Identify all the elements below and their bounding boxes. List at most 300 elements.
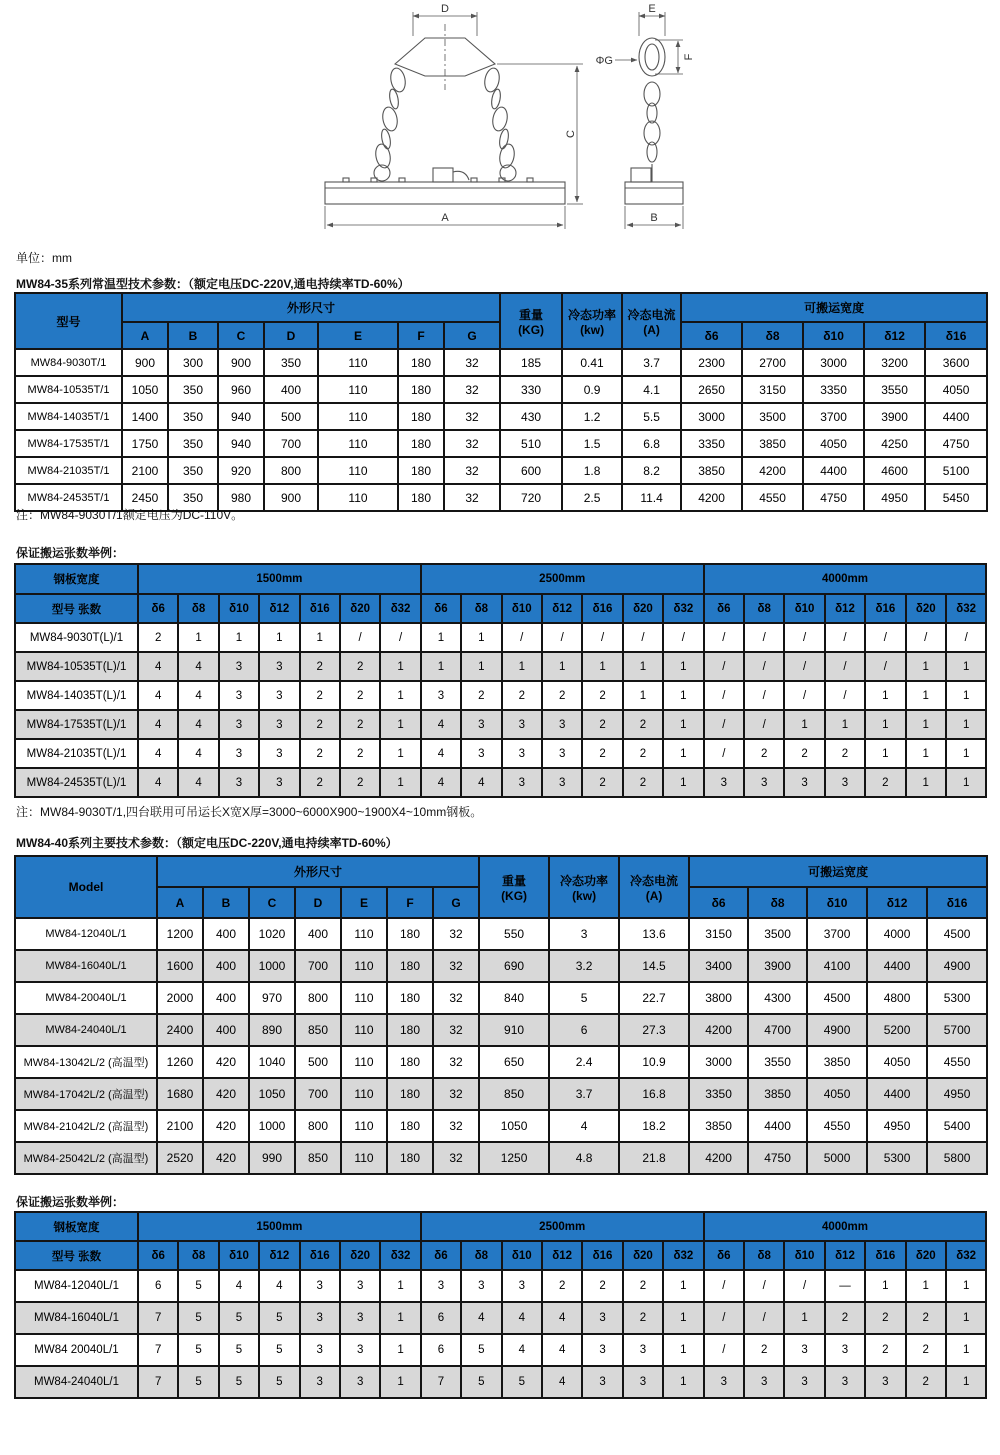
value-cell: 4400 (925, 403, 987, 430)
value-cell: / (784, 1270, 824, 1302)
value-cell: 5450 (925, 484, 987, 511)
value-cell: 970 (249, 982, 295, 1014)
dim-label-c: C (565, 130, 577, 138)
cold-current-header (619, 856, 689, 918)
column-header: δ12 (542, 1241, 582, 1270)
value-cell: 2 (623, 1302, 663, 1334)
value-cell: 1 (380, 681, 420, 710)
model-cell: MW84-9030T(L)/1 (15, 623, 138, 652)
value-cell: 180 (387, 918, 433, 950)
model-cell: MW84-21035T/1 (15, 457, 122, 484)
value-cell: 5 (219, 1366, 259, 1398)
weight-label: 重量 (502, 873, 527, 888)
technical-drawing (295, 2, 695, 237)
value-cell: 32 (433, 1142, 479, 1174)
value-cell: 1 (582, 652, 622, 681)
value-cell: 2 (825, 739, 865, 768)
value-cell: 3 (784, 1334, 824, 1366)
value-cell: 110 (318, 403, 398, 430)
value-cell: 650 (479, 1046, 549, 1078)
column-header: δ8 (748, 887, 807, 918)
value-cell: 700 (264, 430, 318, 457)
value-cell: 180 (398, 484, 444, 511)
value-cell: 4.1 (622, 376, 681, 403)
value-cell: 5800 (927, 1142, 987, 1174)
value-cell: 4950 (927, 1078, 987, 1110)
value-cell: 32 (444, 403, 500, 430)
value-cell: 1050 (122, 376, 168, 403)
value-cell: 3900 (864, 403, 925, 430)
value-cell: 430 (500, 403, 562, 430)
value-cell: 180 (398, 376, 444, 403)
model-cell: MW84-25042L/2 (高温型) (15, 1142, 157, 1174)
column-header: δ6 (704, 594, 744, 623)
value-cell: 0.41 (562, 349, 622, 376)
value-cell: 2 (623, 710, 663, 739)
value-cell: 1 (865, 710, 905, 739)
value-cell: 1.2 (562, 403, 622, 430)
value-cell: 350 (168, 376, 218, 403)
column-header: δ12 (867, 887, 927, 918)
value-cell: 2 (582, 681, 622, 710)
carry-width-group-header: 可搬运宽度 (681, 293, 987, 322)
column-header: δ16 (300, 1241, 340, 1270)
column-header: δ8 (178, 1241, 218, 1270)
value-cell: 3 (461, 710, 501, 739)
table-row (15, 1366, 986, 1398)
table3-title: MW84-40系列主要技术参数：（额定电压DC-220V,通电持续率TD-60%） (16, 836, 398, 850)
model-cell: MW84-21035T(L)/1 (15, 739, 138, 768)
value-cell: 2450 (122, 484, 168, 511)
value-cell: 2 (340, 681, 380, 710)
value-cell: 1250 (479, 1142, 549, 1174)
column-header: δ6 (421, 1241, 461, 1270)
value-cell: 3600 (925, 349, 987, 376)
column-header: δ20 (906, 594, 946, 623)
value-cell: 400 (203, 982, 249, 1014)
value-cell: 110 (341, 918, 387, 950)
value-cell: 3 (461, 739, 501, 768)
value-cell: / (744, 652, 784, 681)
value-cell: 3 (421, 681, 461, 710)
value-cell: 3500 (742, 403, 803, 430)
value-cell: / (744, 681, 784, 710)
table-row (15, 1014, 987, 1046)
value-cell: / (744, 710, 784, 739)
column-header: δ10 (502, 594, 542, 623)
value-cell: 3350 (689, 1078, 748, 1110)
value-cell: 5700 (927, 1014, 987, 1046)
weight-header (479, 856, 549, 918)
value-cell: 180 (387, 1078, 433, 1110)
value-cell: 110 (341, 1046, 387, 1078)
value-cell: 1 (461, 652, 501, 681)
column-header: δ12 (542, 594, 582, 623)
column-header: δ6 (689, 887, 748, 918)
value-cell: 1 (421, 623, 461, 652)
value-cell: 3 (502, 1270, 542, 1302)
cold-current-unit: (A) (643, 322, 660, 337)
value-cell: 11.4 (622, 484, 681, 511)
value-cell: / (704, 652, 744, 681)
table-row (15, 1334, 986, 1366)
model-cell: MW84-20040L/1 (15, 982, 157, 1014)
value-cell: 2000 (157, 982, 203, 1014)
value-cell: 350 (168, 403, 218, 430)
value-cell: 700 (295, 1078, 341, 1110)
value-cell: 720 (500, 484, 562, 511)
value-cell: 6 (421, 1334, 461, 1366)
value-cell: 1 (502, 652, 542, 681)
dim-label-f: F (683, 53, 695, 61)
value-cell: 2100 (157, 1110, 203, 1142)
column-header: δ16 (582, 1241, 622, 1270)
value-cell: 4800 (867, 982, 927, 1014)
value-cell: 1 (663, 1366, 703, 1398)
value-cell: 3 (704, 768, 744, 797)
table-row (15, 1110, 987, 1142)
value-cell: 1000 (249, 1110, 295, 1142)
value-cell: 4 (461, 768, 501, 797)
column-header: δ10 (219, 1241, 259, 1270)
table1-title: MW84-35系列常温型技术参数：（额定电压DC-220V,通电持续率TD-60%） (16, 277, 410, 291)
table-row (15, 681, 986, 710)
table-row (15, 982, 987, 1014)
column-header: F (387, 887, 433, 918)
value-cell: 3 (219, 739, 259, 768)
value-cell: 2 (825, 1302, 865, 1334)
value-cell: 850 (295, 1142, 341, 1174)
value-cell: 1 (380, 710, 420, 739)
model-cell: MW84-24535T(L)/1 (15, 768, 138, 797)
value-cell: 2 (744, 739, 784, 768)
value-cell: 700 (295, 950, 341, 982)
value-cell: 32 (444, 349, 500, 376)
value-cell: 1 (946, 710, 986, 739)
value-cell: 4 (178, 710, 218, 739)
model-cell: MW84-12040L/1 (15, 918, 157, 950)
model-cell: MW84-16040L/1 (15, 1302, 138, 1334)
value-cell: 1000 (249, 950, 295, 982)
value-cell: 5 (259, 1366, 299, 1398)
value-cell: / (865, 652, 905, 681)
value-cell: 1050 (479, 1110, 549, 1142)
value-cell: 1 (219, 623, 259, 652)
note-1: 注：MW84-9030T/1额定电压为DC-110V。 (16, 508, 244, 522)
value-cell: 5 (549, 982, 619, 1014)
value-cell: 300 (168, 349, 218, 376)
value-cell: 2 (582, 739, 622, 768)
dim-label-d: D (441, 3, 449, 15)
value-cell: 3550 (748, 1046, 807, 1078)
model-cell: MW84-24040L/1 (15, 1366, 138, 1398)
value-cell: 4 (542, 1302, 582, 1334)
value-cell: 2 (300, 710, 340, 739)
value-cell: 3800 (689, 982, 748, 1014)
table-row (15, 918, 987, 950)
value-cell: 5 (178, 1366, 218, 1398)
value-cell: 32 (433, 918, 479, 950)
value-cell: 1 (380, 768, 420, 797)
value-cell: 2 (906, 1334, 946, 1366)
value-cell: 7 (138, 1302, 178, 1334)
value-cell: 2 (340, 739, 380, 768)
cold-current-label: 冷态电流 (630, 873, 679, 888)
value-cell: 10.9 (619, 1046, 689, 1078)
value-cell: 2520 (157, 1142, 203, 1174)
value-cell: 4 (421, 739, 461, 768)
column-header: δ20 (623, 1241, 663, 1270)
value-cell: / (502, 623, 542, 652)
column-header: δ12 (259, 594, 299, 623)
value-cell: 13.6 (619, 918, 689, 950)
value-cell: 3200 (864, 349, 925, 376)
value-cell: 1260 (157, 1046, 203, 1078)
value-cell: 420 (203, 1046, 249, 1078)
table-row (15, 376, 987, 403)
value-cell: 2 (865, 1302, 905, 1334)
value-cell: 4050 (925, 376, 987, 403)
value-cell: 3150 (742, 376, 803, 403)
value-cell: 1 (906, 652, 946, 681)
value-cell: 32 (433, 1014, 479, 1046)
value-cell: 1750 (122, 430, 168, 457)
value-cell: 1 (663, 739, 703, 768)
value-cell: 2 (300, 681, 340, 710)
value-cell: 4400 (867, 950, 927, 982)
model-cell: MW84-17535T/1 (15, 430, 122, 457)
value-cell: 550 (479, 918, 549, 950)
value-cell: 110 (318, 376, 398, 403)
subheader-row (15, 594, 986, 623)
value-cell: 1.8 (562, 457, 622, 484)
value-cell: 7 (138, 1366, 178, 1398)
value-cell: 110 (318, 349, 398, 376)
value-cell: 500 (295, 1046, 341, 1078)
value-cell: 3 (582, 1366, 622, 1398)
header-row (15, 1212, 986, 1241)
value-cell: 6.8 (622, 430, 681, 457)
value-cell: 1 (906, 739, 946, 768)
value-cell: 1 (663, 1334, 703, 1366)
header-row (15, 564, 986, 594)
group-header-2500: 2500mm (421, 1212, 704, 1241)
column-header: δ6 (138, 1241, 178, 1270)
value-cell: 4 (138, 681, 178, 710)
model-cell: MW84-24535T/1 (15, 484, 122, 511)
value-cell: 4000 (867, 918, 927, 950)
value-cell: 110 (341, 1110, 387, 1142)
value-cell: 4300 (748, 982, 807, 1014)
cold-power-header (562, 293, 622, 349)
column-header: E (318, 322, 398, 349)
value-cell: 4750 (748, 1142, 807, 1174)
cold-current-header (622, 293, 681, 349)
value-cell: 3900 (748, 950, 807, 982)
value-cell: 2 (502, 681, 542, 710)
value-cell: 5 (259, 1334, 299, 1366)
column-header: δ20 (623, 594, 663, 623)
value-cell: 2 (300, 768, 340, 797)
value-cell: 690 (479, 950, 549, 982)
value-cell: 4500 (927, 918, 987, 950)
value-cell: 890 (249, 1014, 295, 1046)
value-cell: 4400 (748, 1110, 807, 1142)
column-header: δ32 (380, 1241, 420, 1270)
value-cell: 5 (461, 1366, 501, 1398)
column-header: δ6 (138, 594, 178, 623)
value-cell: 3 (502, 710, 542, 739)
value-cell: 4750 (925, 430, 987, 457)
value-cell: 1 (380, 652, 420, 681)
value-cell: 3 (542, 768, 582, 797)
table-row (15, 1078, 987, 1110)
column-header: δ16 (300, 594, 340, 623)
model-cell: MW84-10535T(L)/1 (15, 652, 138, 681)
table-row (15, 457, 987, 484)
dim-label-b: B (650, 212, 658, 224)
value-cell: 1020 (249, 918, 295, 950)
value-cell: 350 (168, 430, 218, 457)
value-cell: 2 (300, 739, 340, 768)
value-cell: — (825, 1270, 865, 1302)
value-cell: 180 (387, 982, 433, 1014)
value-cell: 350 (264, 349, 318, 376)
cold-power-unit: (kw) (572, 888, 597, 903)
group-header-1500: 1500mm (138, 564, 421, 594)
value-cell: / (623, 623, 663, 652)
value-cell: 1 (946, 1366, 986, 1398)
value-cell: 110 (341, 1078, 387, 1110)
dim-label-e: E (648, 3, 656, 15)
value-cell: 3.7 (549, 1078, 619, 1110)
value-cell: 4 (259, 1270, 299, 1302)
model-cell: MW84-21042L/2 (高温型) (15, 1110, 157, 1142)
dim-label-a: A (441, 212, 449, 224)
value-cell: 1 (461, 623, 501, 652)
model-cell: MW84-24040L/1 (15, 1014, 157, 1046)
value-cell: 5400 (927, 1110, 987, 1142)
value-cell: 1 (178, 623, 218, 652)
cold-power-label: 冷态功率 (560, 873, 609, 888)
value-cell: 3 (219, 768, 259, 797)
value-cell: 180 (398, 457, 444, 484)
value-cell: / (582, 623, 622, 652)
value-cell: 910 (479, 1014, 549, 1046)
model-cell: MW84-9030T/1 (15, 349, 122, 376)
value-cell: 3150 (689, 918, 748, 950)
value-cell: 600 (500, 457, 562, 484)
value-cell: 14.5 (619, 950, 689, 982)
value-cell: 3 (582, 1302, 622, 1334)
column-header: δ12 (825, 1241, 865, 1270)
value-cell: 1 (542, 652, 582, 681)
value-cell: 3 (259, 652, 299, 681)
cold-current-unit: (A) (645, 888, 663, 903)
table-row (15, 739, 986, 768)
value-cell: 3 (259, 768, 299, 797)
value-cell: 32 (444, 484, 500, 511)
value-cell: 32 (433, 1110, 479, 1142)
column-header: δ10 (807, 887, 867, 918)
value-cell: 3 (259, 710, 299, 739)
value-cell: 1 (906, 768, 946, 797)
value-cell: 2 (461, 681, 501, 710)
cold-current-label: 冷态电流 (627, 307, 676, 322)
dimension-lines (325, 12, 683, 229)
value-cell: 2700 (742, 349, 803, 376)
value-cell: 1 (663, 681, 703, 710)
value-cell: 2 (623, 739, 663, 768)
value-cell: 110 (318, 430, 398, 457)
plate-width-header: 钢板宽度 (15, 1212, 138, 1241)
column-header: C (249, 887, 295, 918)
value-cell: 1 (865, 1270, 905, 1302)
value-cell: 180 (387, 1046, 433, 1078)
value-cell: 4200 (742, 457, 803, 484)
cold-power-unit: (kw) (580, 322, 605, 337)
column-header: δ20 (906, 1241, 946, 1270)
value-cell: 1 (946, 1302, 986, 1334)
value-cell: 2 (906, 1366, 946, 1398)
value-cell: 3 (744, 768, 784, 797)
value-cell: 3550 (864, 376, 925, 403)
table-row (15, 623, 986, 652)
value-cell: 350 (168, 484, 218, 511)
value-cell: 5100 (925, 457, 987, 484)
value-cell: 4900 (807, 1014, 867, 1046)
column-header: δ16 (582, 594, 622, 623)
cold-power-header (549, 856, 619, 918)
value-cell: 3350 (681, 430, 742, 457)
note-2: 注：MW84-9030T/1,四台联用可吊运长X宽X厚=3000~6000X900~1900X4~10mm钢板。 (16, 805, 483, 819)
column-header: δ20 (340, 594, 380, 623)
value-cell: 3 (219, 710, 259, 739)
value-cell: 3 (340, 1302, 380, 1334)
value-cell: 2 (582, 768, 622, 797)
value-cell: 180 (398, 430, 444, 457)
value-cell: 32 (444, 376, 500, 403)
value-cell: 180 (387, 1014, 433, 1046)
value-cell: 3850 (807, 1046, 867, 1078)
value-cell: 3700 (803, 403, 864, 430)
value-cell: 3850 (748, 1078, 807, 1110)
carry-width-group-header: 可搬运宽度 (689, 856, 987, 887)
column-header: D (264, 322, 318, 349)
value-cell: 2 (340, 652, 380, 681)
value-cell: / (825, 681, 865, 710)
column-header: A (122, 322, 168, 349)
column-header: δ8 (744, 594, 784, 623)
value-cell: 185 (500, 349, 562, 376)
group-header-1500: 1500mm (138, 1212, 421, 1241)
value-cell: / (744, 623, 784, 652)
value-cell: 3 (300, 1270, 340, 1302)
value-cell: 3 (744, 1366, 784, 1398)
model-sheets-header: 型号 张数 (15, 594, 138, 623)
dims-group-header: 外形尺寸 (122, 293, 500, 322)
value-cell: 3 (549, 918, 619, 950)
column-header: δ6 (704, 1241, 744, 1270)
column-header: δ10 (219, 594, 259, 623)
value-cell: 900 (264, 484, 318, 511)
value-cell: 3 (461, 1270, 501, 1302)
value-cell: 4050 (807, 1078, 867, 1110)
value-cell: 3850 (689, 1110, 748, 1142)
value-cell: 3 (300, 1302, 340, 1334)
value-cell: 110 (341, 950, 387, 982)
value-cell: 5000 (807, 1142, 867, 1174)
